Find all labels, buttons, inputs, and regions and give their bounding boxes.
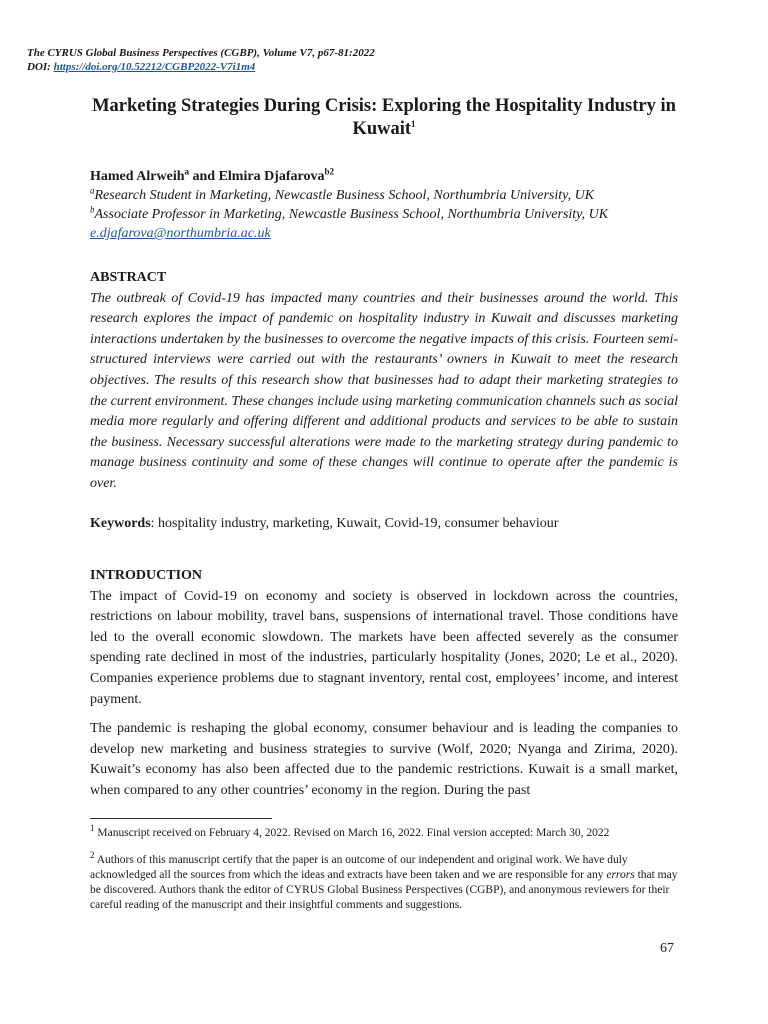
- doi-label: DOI:: [27, 61, 51, 73]
- abstract-text: The outbreak of Covid-19 has impacted many countries and their businesses around the world. This research explores the impact of pandemic on hospitality industry in Kuwait and discusses marketing interactions undertaken by the businesses to overcome the negative impacts of this crisis. Fourteen semi-structured interviews were carried out with the restaurants’ owners in Kuwait to meet the research objectives. The results of this research show that businesses had to adapt their marketing strategies to the current environment. These changes include using marketing communication channels such as social media more regularly and offering different and additional products and services to be able to sustain the business. Necessary successful alterations were made to the marketing strategy during pandemic to manage business continuity and some of these changes will continue to operate after the pandemic is over.: [90, 290, 678, 491]
- affiliation-a-sup: a: [90, 185, 95, 196]
- footnote-1-marker: 1: [90, 823, 95, 834]
- footnote-2-italic: errors: [606, 869, 635, 881]
- footnote-2-text-b: that may be discovered. Authors thank the editor of CYRUS Global Business Perspectives (CGBP), and anonymous reviewers for their careful reading of the manuscript and their insightful comments and suggestions.: [90, 869, 678, 911]
- footnote-2-marker: 2: [90, 850, 95, 861]
- journal-citation: The CYRUS Global Business Perspectives (CGBP), Volume V7, p67-81:2022: [27, 47, 375, 59]
- footnote-2-text-a: Authors of this manuscript certify that the paper is an outcome of our independent and original work. We have duly acknowledged all the sources from which the ideas and extracts have been taken and we are responsible for any: [90, 854, 628, 881]
- affiliation-a: [90, 186, 690, 205]
- author-and: and: [189, 169, 219, 184]
- affiliation-b: [90, 205, 690, 224]
- footnote-1: [90, 823, 678, 841]
- keywords-label: Keywords: [90, 516, 151, 531]
- intro-paragraph-2: The pandemic is reshaping the global economy, consumer behaviour and is leading the companies to develop new marketing and business strategies to survive (Wolf, 2020; Nyanga and Zirima, 2020). Kuwait’s economy has also been affected due to the pandemic restrictions. Kuwait is a small market, when compared to any other countries’ economy in the region. During the past: [90, 721, 678, 798]
- affiliation-a-text: Research Student in Marketing, Newcastle Business School, Northumbria University, UK: [94, 188, 595, 203]
- doi-link[interactable]: https://doi.org/10.52212/CGBP2022-V7i1m4: [53, 61, 256, 73]
- author-1-sup: a: [184, 166, 189, 177]
- paper-title-text: Marketing Strategies During Crisis: Exploring the Hospitality Industry in Kuwait: [92, 96, 676, 139]
- author-1: Hamed Alrweih: [90, 169, 185, 184]
- keywords-text: : hospitality industry, marketing, Kuwait, Covid-19, consumer behaviour: [150, 516, 559, 531]
- footnote-2: [90, 850, 678, 913]
- intro-paragraph-1: The impact of Covid-19 on economy and society is observed in lockdown across the countries, restrictions on labour mobility, travel bans, suspensions of international travel. Those conditions have led to the overall economic slowdown. The markets have been affected severely as the consumer spending rate declined in most of the industries, particularly hospitality (Jones, 2020; Le et al., 2020). Companies experience problems due to stagnant inventory, rental cost, employees’ income, and interest payment.: [90, 588, 678, 707]
- doi-line: [27, 60, 375, 74]
- abstract-heading: ABSTRACT: [90, 270, 167, 285]
- keywords-line: [90, 514, 678, 535]
- affiliation-b-sup: b: [90, 204, 95, 215]
- affiliation-b-text: Associate Professor in Marketing, Newcastle Business School, Northumbria University, UK: [94, 207, 609, 222]
- author-email-link[interactable]: e.djafarova@northumbria.ac.uk: [90, 226, 271, 241]
- paper-title: [90, 95, 678, 141]
- page-number: 67: [660, 941, 674, 956]
- introduction-section: [90, 566, 678, 802]
- author-2-sup: b2: [324, 166, 334, 177]
- footnote-divider: [90, 818, 272, 819]
- introduction-heading: INTRODUCTION: [90, 568, 203, 583]
- title-footnote-marker: 1: [411, 118, 416, 129]
- author-names: [90, 167, 690, 186]
- journal-header: [27, 46, 375, 74]
- footnote-1-text: Manuscript received on February 4, 2022. Revised on March 16, 2022. Final version accepted: March 30, 2022: [97, 827, 610, 839]
- author-2: Elmira Djafarova: [218, 169, 325, 184]
- abstract-section: [90, 268, 678, 495]
- author-block: [90, 167, 690, 243]
